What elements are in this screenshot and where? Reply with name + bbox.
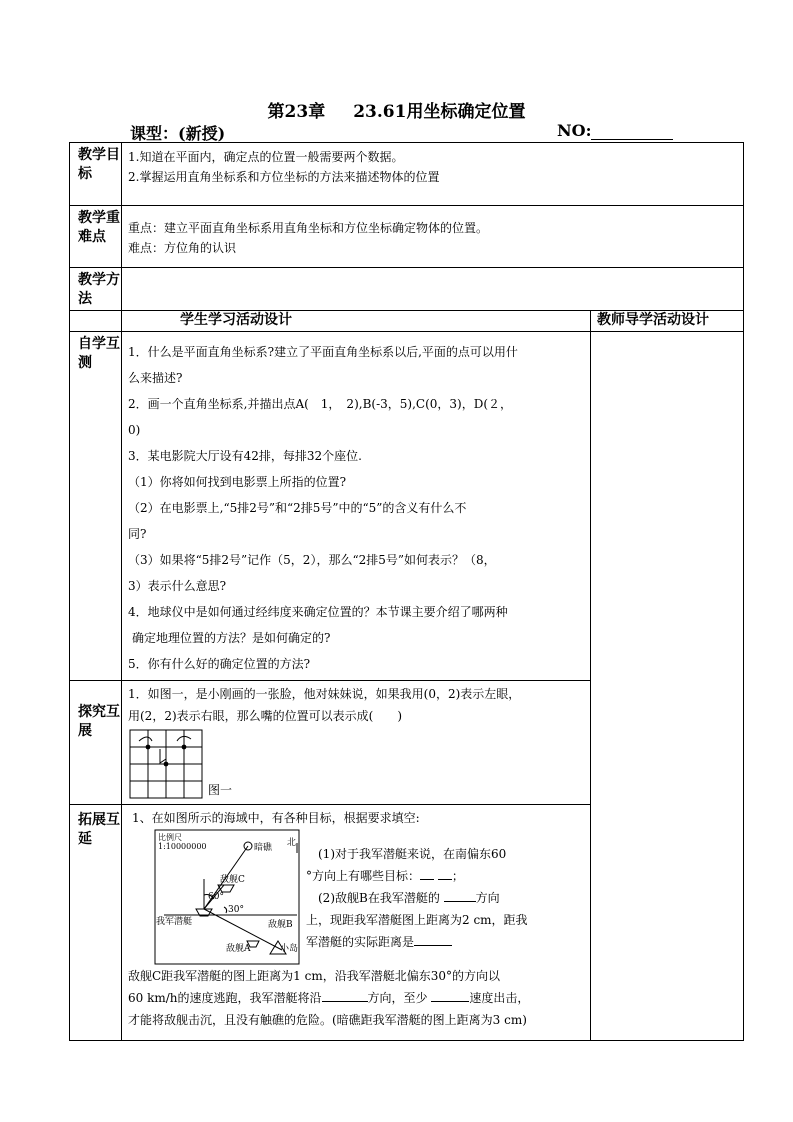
keypoints-row — [70, 206, 744, 268]
sea-map-area — [122, 829, 590, 965]
map-angle-60: 60° — [208, 892, 224, 902]
answer-blank-6[interactable] — [431, 1001, 469, 1002]
number-field: NO: — [557, 121, 673, 140]
column-header-row — [70, 311, 744, 332]
method-row — [70, 268, 744, 311]
nose-dot — [164, 762, 169, 767]
map-north-label: 北 — [287, 838, 297, 848]
objectives-label: 教学目标 — [70, 143, 122, 206]
keypoints-content: 重点：建立平面直角坐标系用直角坐标和方位坐标确定物体的位置。 难点：方位角的认识 — [122, 206, 744, 268]
answer-blank-4[interactable] — [414, 945, 452, 946]
right-eye-dot — [182, 745, 187, 750]
map-scale-bottom: 1:10000000 — [158, 842, 207, 851]
map-island-label: 小岛 — [280, 944, 299, 954]
lesson-plan-table — [69, 142, 744, 1041]
answer-blank-1[interactable] — [420, 879, 434, 880]
map-ship-a-label: 敌舰A — [226, 944, 251, 954]
map-angle-30: 30° — [228, 905, 244, 915]
page-title — [0, 97, 793, 122]
objectives-content: 1.知道在平面内，确定点的位置一般需要两个数据。 2.掌握运用直角坐标系和方位坐标的方法来描述物体的位置 — [122, 143, 744, 206]
map-enemy-c-label: 敌舰C — [220, 875, 245, 885]
extend-content: 1、在如图所示的海域中，有各种目标，根据要求填空: 比例尺 1:10000000 暗礁 北 敌舰C 60° 30° 我军潜艇 敌舰B 敌舰A 小岛 (1)对于我军潜艇来说，在南偏东60 °方向上有哪些目标： ； (2)敌舰B在我军潜艇的 方向 上，现距我军潜艇图上距离为2 cm，距我 军潜艇的实际距离是 敌舰C距我军潜艇的图上距离为1 cm，沿我军潜艇北偏东30°的方向以 60 km/h的速度逃跑，我军潜艇将沿 方向，至少 速度出击， 才能将敌舰击沉，且没有触礁的危险。(暗礁距我军潜艇的图上距离为3 cm) — [122, 805, 591, 1041]
map-scale-top: 比例尺 — [158, 833, 182, 842]
lesson-title: 23.61用坐标确定位置 — [353, 102, 526, 122]
course-type: 课型：(新授) — [130, 124, 226, 143]
explore-label: 探究互展 — [70, 681, 122, 805]
figure-one — [122, 727, 590, 801]
chapter-label: 第23章 — [267, 102, 326, 122]
map-ship-b-label: 敌舰B — [268, 920, 293, 930]
explore-content: 1．如图一，是小刚画的一张脸，他对妹妹说，如果我用(0，2)表示左眼， 用(2，2)表示右眼，那么嘴的位置可以表示成( ) 图一 — [122, 681, 591, 805]
method-label: 教学方法 — [70, 268, 122, 311]
self-study-row — [70, 332, 744, 681]
answer-blank-5[interactable] — [322, 1001, 368, 1002]
figure-caption: 图一 — [208, 783, 233, 797]
teacher-guidance-area — [591, 332, 744, 1041]
answer-blank-3[interactable] — [444, 901, 476, 902]
self-study-content: 1．什么是平面直角坐标系?建立了平面直角坐标系以后,平面的点可以用什 么来描述? 2．画一个直角坐标系,并描出点A( 1， 2),B(-3，5),C(0，3)，D(２， 0) 3．某电影院大厅设有42排，每排32个座位. （1）你将如何找到电影票上所指的位置? （2）在电影票上,“5排2号”和“2排5号”中的“5”的含义有什么不 同? （3）如果将“5排2号”记作（5，2），那么“2排5号”如何表示？（8， 3）表示什么意思? 4．地球仪中是如何通过经纬度来确定位置的？本节课主要介绍了哪两种 确定地理位置的方法？是如何确定的? 5．你有什么好的确定位置的方法? — [122, 332, 591, 681]
extend-label: 拓展互延 — [70, 805, 122, 1041]
map-submarine-label: 我军潜艇 — [156, 917, 193, 927]
left-eye-dot — [146, 745, 151, 750]
method-content — [122, 268, 744, 311]
map-questions: (1)对于我军潜艇来说，在南偏东60 °方向上有哪些目标： ； (2)敌舰B在我军潜艇的 方向 上，现距我军潜艇图上距离为2 cm，距我 军潜艇的实际距离是 — [306, 847, 528, 949]
teacher-column-header: 教师导学活动设计 — [591, 311, 744, 332]
keypoints-label: 教学重难点 — [70, 206, 122, 268]
answer-blank-2[interactable] — [438, 879, 452, 880]
objectives-row — [70, 143, 744, 206]
map-reef-label: 暗礁 — [254, 843, 273, 853]
number-blank[interactable] — [591, 123, 673, 140]
self-study-label: 自学互测 — [70, 332, 122, 681]
student-column-header: 学生学习活动设计 — [122, 311, 591, 332]
